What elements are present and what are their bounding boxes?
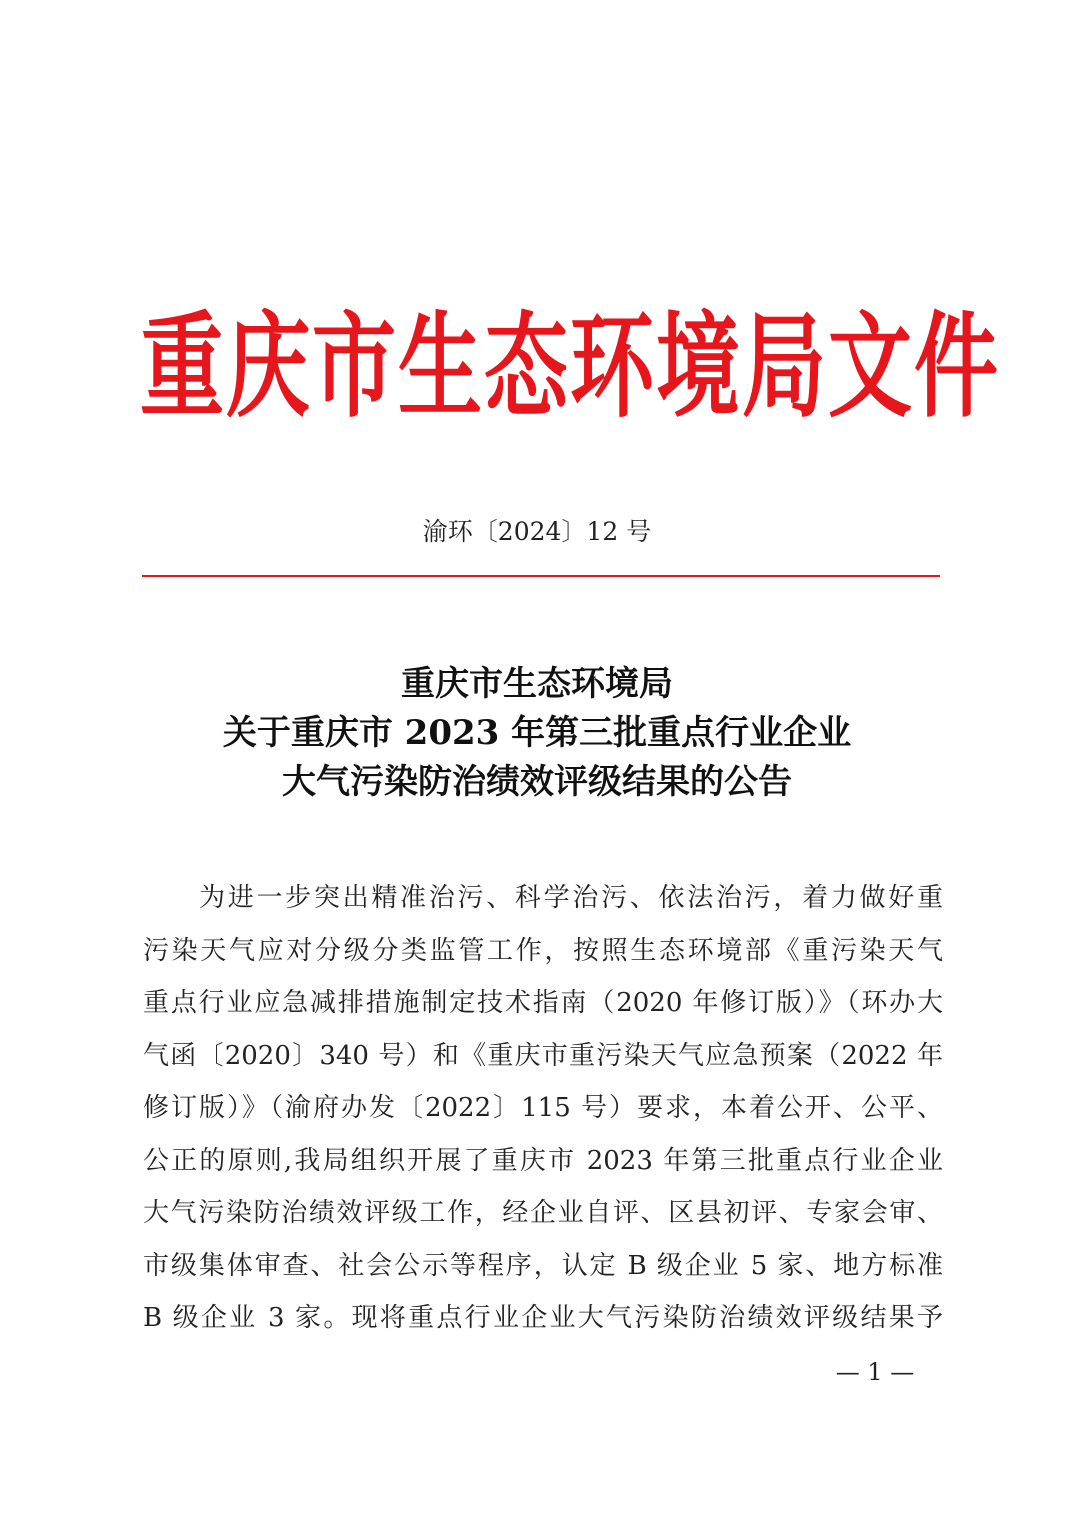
body-paragraph	[143, 872, 943, 1345]
document-number: 渝环〔2024〕12 号	[422, 517, 652, 546]
body-line: 重点行业应急减排措施制定技术指南（2020 年修订版）》（环办大	[143, 988, 943, 1018]
document-masthead: 重庆市生态环境局文件	[140, 300, 1001, 434]
body-line: 气函〔2020〕340 号）和《重庆市重污染天气应急预案（2022 年	[143, 1040, 943, 1071]
body-line: 公正的原则,我局组织开展了重庆市 2023 年第三批重点行业企业	[143, 1145, 943, 1176]
body-line: 为进一步突出精准治污、科学治污、依法治污，着力做好重	[199, 883, 943, 913]
body-line: 污染天气应对分级分类监管工作，按照生态环境部《重污染天气	[143, 935, 943, 966]
page-number: — 1 —	[835, 1358, 915, 1386]
body-line: B 级企业 3 家。现将重点行业企业大气污染防治绩效评级结果予	[143, 1303, 943, 1333]
title-line: 重庆市生态环境局	[401, 664, 673, 704]
body-line: 市级集体审查、社会公示等程序，认定 B 级企业 5 家、地方标准	[143, 1250, 943, 1281]
title-line: 大气污染防治绩效评级结果的公告	[282, 762, 792, 802]
body-line: 修订版）》（渝府办发〔2022〕115 号）要求，本着公开、公平、	[143, 1093, 943, 1123]
body-line: 大气污染防治绩效评级工作，经企业自评、区县初评、专家会审、	[143, 1198, 943, 1228]
title-line: 关于重庆市 2023 年第三批重点行业企业	[222, 713, 852, 753]
red-divider-line	[142, 575, 940, 577]
announcement-title	[120, 660, 954, 807]
